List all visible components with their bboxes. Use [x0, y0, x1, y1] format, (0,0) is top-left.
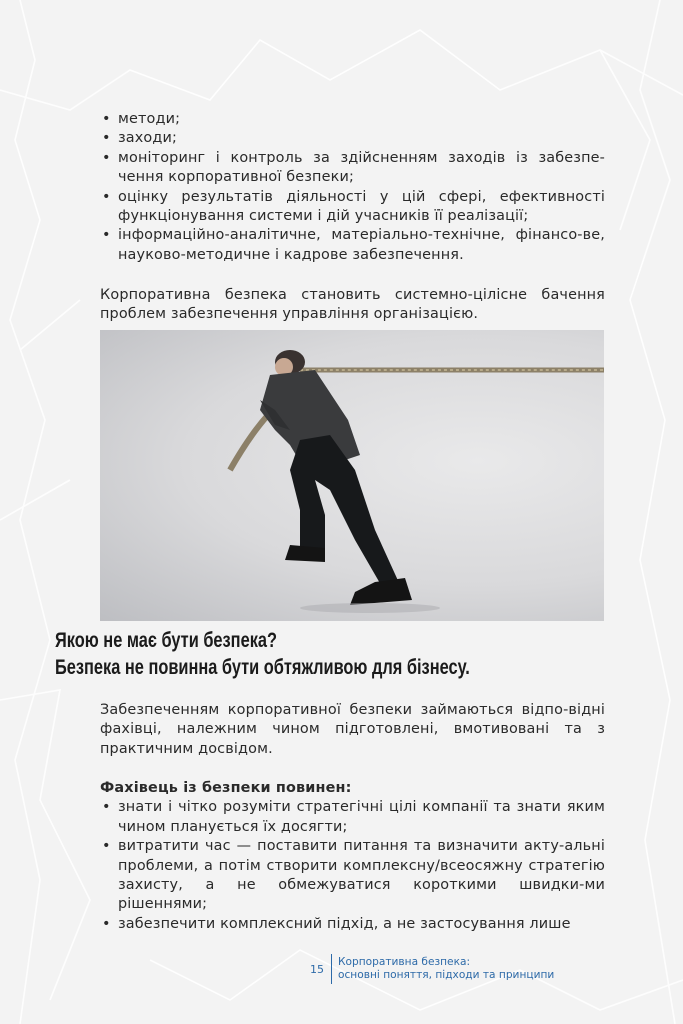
methods-list	[100, 110, 605, 265]
footer-title-line2: основні поняття, підходи та принципи	[338, 969, 555, 981]
footer-divider	[331, 954, 332, 984]
heading-question: Якою не має бути безпека?	[55, 629, 278, 652]
specialist-duties-block	[100, 779, 605, 934]
list-item: • інформаційно-аналітичне, матеріально-технічне, фінансо-ве, науково-методичне і кадрове забезпечення.	[100, 226, 605, 265]
man-pulling-rope-illustration	[100, 330, 604, 621]
tug-of-war-photo	[100, 330, 604, 621]
methods-list-block	[100, 110, 605, 265]
paragraph-specialists: Забезпеченням корпоративної безпеки займаються відпо-відні фахівці, належним чином підготовлені, вмотивовані та з практичним досвідом.	[100, 702, 605, 757]
specialist-duties-list	[100, 798, 605, 934]
paragraph-block-1	[100, 286, 605, 325]
list-item: • знати і чітко розуміти стратегічні цілі компанії та знати яким чином планується їх досягти;	[100, 798, 605, 837]
page-number: 15	[310, 962, 324, 976]
footer-title-line1: Корпоративна безпека:	[338, 956, 471, 968]
list-item: • заходи;	[100, 129, 605, 148]
section-heading	[55, 627, 492, 681]
list-item: • забезпечити комплексний підхід, а не застосування лише	[100, 915, 605, 934]
heading-statement: Безпека не повинна бути обтяжливою для бізнесу.	[55, 656, 470, 679]
paragraph-block-2	[100, 701, 605, 759]
paragraph-corporate-security: Корпоративна безпека становить системно-цілісне бачення проблем забезпечення управління організацією.	[100, 287, 605, 323]
list-item: • витратити час — поставити питання та визначити акту-альні проблеми, а потім створити комплексну/всеосяжну стратегію захисту, а не обмежуватися короткими швидки-ми рішеннями;	[100, 837, 605, 915]
list-item: • моніторинг і контроль за здійсненням заходів із забезпе-чення корпоративної безпеки;	[100, 149, 605, 188]
page-footer	[310, 954, 554, 984]
list-item: • методи;	[100, 110, 605, 129]
list-item: • оцінку результатів діяльності у цій сфері, ефективності функціонування системи і дій учасників її реалізації;	[100, 188, 605, 227]
footer-book-title	[338, 956, 554, 982]
specialist-subheading: Фахівець із безпеки повинен:	[100, 780, 352, 796]
